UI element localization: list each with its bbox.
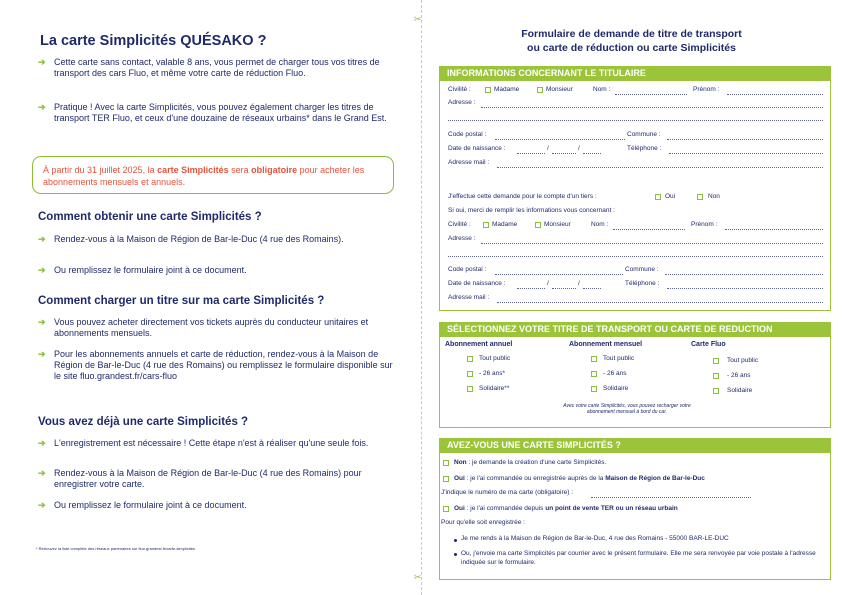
numero-carte-label: J'indique le numéro de ma carte (obligatoire) : bbox=[441, 489, 574, 496]
tiers-madame-label: Madame bbox=[492, 221, 518, 228]
monsieur-checkbox[interactable] bbox=[537, 87, 543, 93]
tiers-madame-checkbox[interactable] bbox=[483, 222, 489, 228]
enregistree-label: Pour qu'elle soit enregistrée : bbox=[441, 519, 525, 526]
tiers-civilite-label: Civilité : bbox=[448, 221, 471, 228]
carte-fluo-title: Carte Fluo bbox=[691, 341, 726, 348]
tiers-nom-label: Nom : bbox=[591, 221, 609, 228]
numero-carte-field[interactable] bbox=[591, 497, 751, 498]
date-separator: / bbox=[578, 145, 580, 152]
adresse-field[interactable] bbox=[481, 107, 823, 108]
tiers-adresse-field-line2[interactable] bbox=[448, 256, 823, 257]
annuel-solidaire-checkbox[interactable] bbox=[467, 386, 473, 392]
charge-item: ➔ Pour les abonnements annuels et carte de réduction, rendez-vous à la Maison de Région de Bar-le-Duc (4 rue des Romains) ou remplissez le formulaire disponible sur le site fluo.grandest.fr/cars-fluo bbox=[38, 349, 393, 381]
adresse-field-line2[interactable] bbox=[448, 120, 823, 121]
arrow-icon: ➔ bbox=[38, 438, 46, 448]
mandatory-notice bbox=[32, 156, 394, 194]
nom-field[interactable] bbox=[615, 94, 687, 95]
arrow-icon: ➔ bbox=[38, 102, 46, 112]
prenom-field[interactable] bbox=[727, 94, 823, 95]
tiers-adresse-mail-label: Adresse mail : bbox=[448, 294, 490, 301]
carte-oui-ter-checkbox[interactable] bbox=[443, 506, 449, 512]
date-separator: / bbox=[547, 145, 549, 152]
tiers-nom-field[interactable] bbox=[613, 229, 685, 230]
tiers-monsieur-checkbox[interactable] bbox=[535, 222, 541, 228]
tiers-oui-label: Oui bbox=[665, 193, 676, 200]
monsieur-label: Monsieur bbox=[546, 86, 573, 93]
tiers-adresse-mail-field[interactable] bbox=[497, 302, 823, 303]
birth-day-field[interactable] bbox=[517, 153, 545, 154]
charge-item: ➔ Vous pouvez acheter directement vos tickets auprès du conducteur unitaires et abonnements mensuels. bbox=[38, 317, 369, 338]
mensuel-tout-public-checkbox[interactable] bbox=[591, 356, 597, 362]
civilite-label: Civilité : bbox=[448, 86, 471, 93]
obtain-item: ➔ Ou remplissez le formulaire joint à ce document. bbox=[38, 265, 247, 275]
already-item: ➔ Rendez-vous à la Maison de Région de Bar-le-Duc (4 rue des Romains) pour enregistrer votre carte. bbox=[38, 468, 362, 489]
already-item: ➔ L'enregistrement est nécessaire ! Cette étape n'est à réaliser qu'une seule fois. bbox=[38, 438, 369, 448]
section-band-carte: AVEZ-VOUS UNE CARTE SIMPLICITÉS ? bbox=[439, 438, 831, 452]
adresse-mail-label: Adresse mail : bbox=[448, 159, 490, 166]
fluo-solidaire-label: Solidaire bbox=[727, 387, 753, 394]
tiers-telephone-field[interactable] bbox=[667, 288, 823, 289]
date-separator: / bbox=[578, 280, 580, 287]
tiers-oui-checkbox[interactable] bbox=[655, 194, 661, 200]
tiers-code-postal-field[interactable] bbox=[495, 274, 623, 275]
tiers-birth-month-field[interactable] bbox=[552, 288, 576, 289]
arrow-icon: ➔ bbox=[38, 500, 46, 510]
tiers-telephone-label: Téléphone : bbox=[625, 280, 660, 287]
tiers-code-postal-label: Code postal : bbox=[448, 266, 487, 273]
birth-year-field[interactable] bbox=[583, 153, 601, 154]
code-postal-field[interactable] bbox=[495, 139, 625, 140]
arrow-icon: ➔ bbox=[38, 317, 46, 327]
code-postal-label: Code postal : bbox=[448, 131, 487, 138]
section-band-titre: SÉLECTIONNEZ VOTRE TITRE DE TRANSPORT OU CARTE DE REDUCTION bbox=[439, 322, 831, 336]
birth-month-field[interactable] bbox=[552, 153, 576, 154]
intro-item: ➔ Cette carte sans contact, valable 8 ans, vous permet de charger tous vos titres de transport des cars Fluo, et même votre carte de réduction Fluo. bbox=[38, 57, 380, 78]
adresse-mail-field[interactable] bbox=[497, 167, 823, 168]
scissors-icon: ✂ bbox=[414, 572, 422, 582]
option-maison-region: Je me rends à la Maison de Région de Bar-le-Duc, 4 rue des Romains - 55000 BAR-LE-DUC bbox=[461, 535, 729, 542]
already-item: ➔ Ou remplissez le formulaire joint à ce document. bbox=[38, 500, 247, 510]
tiers-commune-label: Commune : bbox=[625, 266, 659, 273]
annuel-solidaire-label: Solidaire** bbox=[479, 385, 510, 392]
scissors-icon: ✂ bbox=[414, 14, 422, 24]
page-title: La carte Simplicités QUÉSAKO ? bbox=[40, 33, 267, 49]
intro-item: ➔ Pratique ! Avec la carte Simplicités, vous pouvez également charger les titres de transport TER Fluo, et ceux d'une douzaine de réseaux urbains* dans le Grand Est. bbox=[38, 102, 387, 123]
abonnement-annuel-title: Abonnement annuel bbox=[445, 341, 513, 348]
section-title-charge: Comment charger un titre sur ma carte Simplicités ? bbox=[38, 295, 325, 307]
bullet-dot bbox=[454, 553, 457, 556]
annuel-26-checkbox[interactable] bbox=[467, 371, 473, 377]
mensuel-solidaire-checkbox[interactable] bbox=[591, 386, 597, 392]
footnote: * Retrouvez la liste complète des réseaux partenaires sur fluo.grandest.fr/carte-simplicites bbox=[36, 546, 195, 551]
annuel-26-label: - 26 ans* bbox=[479, 370, 506, 377]
section-title-obtain: Comment obtenir une carte Simplicités ? bbox=[38, 211, 262, 223]
tiers-info: Si oui, merci de remplir les informations vous concernant : bbox=[448, 207, 615, 214]
tiers-monsieur-label: Monsieur bbox=[544, 221, 571, 228]
carte-non-label: Non : je demande la création d'une carte Simplicités. bbox=[454, 459, 607, 466]
bullet-dot bbox=[454, 539, 457, 542]
date-naissance-label: Date de naissance : bbox=[448, 145, 506, 152]
date-separator: / bbox=[547, 280, 549, 287]
tiers-prenom-label: Prénom : bbox=[691, 221, 718, 228]
madame-label: Madame bbox=[494, 86, 520, 93]
recharge-note: Avec votre carte Simplicités, vous pouvez recharger votre abonnement mensuel à bord du car. bbox=[563, 403, 691, 415]
tiers-non-label: Non bbox=[708, 193, 720, 200]
section-band-titulaire: INFORMATIONS CONCERNANT LE TITULAIRE bbox=[439, 66, 831, 80]
option-courrier: Ou, j'envoie ma carte Simplicités par courrier avec le présent formulaire. Elle me sera renvoyée par voie postale à l'adresse indiquée sur le formulaire. bbox=[461, 550, 816, 566]
section-title-already: Vous avez déjà une carte Simplicités ? bbox=[38, 416, 249, 428]
fluo-26-label: - 26 ans bbox=[727, 372, 751, 379]
tiers-birth-day-field[interactable] bbox=[517, 288, 545, 289]
arrow-icon: ➔ bbox=[38, 57, 46, 67]
carte-oui-maison-label: Oui : je l'ai commandée ou enregistrée auprès de la Maison de Région de Bar-le-Duc bbox=[454, 475, 705, 482]
arrow-icon: ➔ bbox=[38, 265, 46, 275]
obtain-item: ➔ Rendez-vous à la Maison de Région de Bar-le-Duc (4 rue des Romains). bbox=[38, 234, 344, 244]
prenom-label: Prénom : bbox=[693, 86, 720, 93]
carte-oui-maison-checkbox[interactable] bbox=[443, 476, 449, 482]
right-page bbox=[421, 0, 842, 595]
fluo-26-checkbox[interactable] bbox=[713, 373, 719, 379]
carte-oui-ter-label: Oui : je l'ai commandée depuis un point de vente TER ou un réseau urbain bbox=[454, 505, 678, 512]
adresse-label: Adresse : bbox=[448, 99, 476, 106]
tiers-non-checkbox[interactable] bbox=[697, 194, 703, 200]
telephone-label: Téléphone : bbox=[627, 145, 662, 152]
arrow-icon: ➔ bbox=[38, 349, 46, 359]
telephone-field[interactable] bbox=[669, 153, 823, 154]
carte-non-checkbox[interactable] bbox=[443, 460, 449, 466]
arrow-icon: ➔ bbox=[38, 468, 46, 478]
commune-label: Commune : bbox=[627, 131, 661, 138]
abonnement-mensuel-title: Abonnement mensuel bbox=[569, 341, 643, 348]
tiers-birth-year-field[interactable] bbox=[583, 288, 601, 289]
tiers-adresse-label: Adresse : bbox=[448, 235, 476, 242]
arrow-icon: ➔ bbox=[38, 234, 46, 244]
tiers-adresse-field[interactable] bbox=[481, 243, 823, 244]
mensuel-26-checkbox[interactable] bbox=[591, 371, 597, 377]
annuel-tout-public-checkbox[interactable] bbox=[467, 356, 473, 362]
mensuel-solidaire-label: Solidaire bbox=[603, 385, 629, 392]
fluo-tout-public-label: Tout public bbox=[727, 357, 759, 364]
mensuel-26-label: - 26 ans bbox=[603, 370, 627, 377]
fluo-tout-public-checkbox[interactable] bbox=[713, 358, 719, 364]
madame-checkbox[interactable] bbox=[485, 87, 491, 93]
annuel-tout-public-label: Tout public bbox=[479, 355, 511, 362]
commune-field[interactable] bbox=[667, 139, 823, 140]
mensuel-tout-public-label: Tout public bbox=[603, 355, 635, 362]
fluo-solidaire-checkbox[interactable] bbox=[713, 388, 719, 394]
form-title: Formulaire de demande de titre de transport ou carte de réduction ou carte Simplicités bbox=[521, 28, 742, 54]
notice-text: À partir du 31 juillet 2025, la carte Simplicités sera obligatoire pour acheter les abonnements mensuels et annuels. bbox=[43, 165, 365, 187]
nom-label: Nom : bbox=[593, 86, 611, 93]
tiers-prenom-field[interactable] bbox=[725, 229, 823, 230]
tiers-date-naissance-label: Date de naissance : bbox=[448, 280, 506, 287]
tiers-question: J'effectue cette demande pour le compte d'un tiers : bbox=[448, 193, 597, 200]
tiers-commune-field[interactable] bbox=[665, 274, 823, 275]
